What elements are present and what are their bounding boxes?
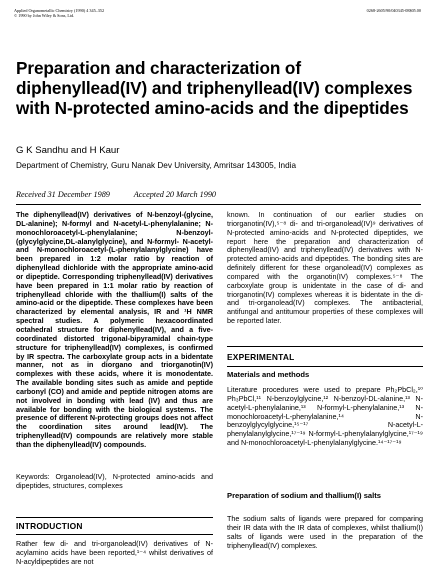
paper-title: Preparation and characterization of diphenyllead(IV) and triphenyllead(IV) complexes with N-protected amino-acids and the dipeptides [16,58,413,118]
affiliation: Department of Chemistry, Guru Nanak Dev University, Amritsar 143005, India [16,161,296,170]
experimental-rule-top [227,346,423,347]
header-rule [16,204,421,205]
abstract: The diphenyllead(IV) derivatives of N-benzoyl-(glycine, DL-alanine); N-formyl and N-acetyl-L-phenylalanine; N-monochloroacetyl-L-phenylalanine; N-benzoyl-(glycylglycine,DL-alanylglycine), and N-formyl- N-acetyl- and N-monochloroacetyl-(L-phenylalanylglycine) have been prepared in 1:2 molar ratio by reaction of diphenyllead dichloride with the appropriate amino-acid or dipeptide. Corresponding triphenyllead(IV) derivatives have been prepared in 1:1 molar ratio by reaction of triphenyllead chloride with the thallium(I) salts of the amino-acid or the dipeptide. These complexes have been characterized by elemental analysis, IR and ¹H NMR spectral studies. A polymeric hexacoordinated octahedral structure for diphenyllead(IV), and a five-coordinated distorted trigonal-bipyramidal chain-type structure for triphenyllead(IV) complexes, is confirmed by IR spectra. The carboxylate group acts in a bidentate manner, not as in diorgano and triorganotin(IV) complexes with these acids, where it is monodentate. The available bonding sites such as amide and peptide carbonyl (CO) and amide and peptide nitrogen atoms are not involved in bonding with lead (IV) and thus are available for bonding with the biological systems. The presence of different N-protecting groups does not affect the coordination sites around lead(IV). The triphenyllead(IV) compounds are relatively more stable than the diphenyllead(IV) compounds. [16,210,213,449]
authors: G K Sandhu and H Kaur [16,145,120,156]
accepted-date: Accepted 20 March 1990 [133,190,217,199]
article-code: 0268-2605/90/040345-08$05.00 [366,8,421,13]
copyright-line: © 1990 by John Wiley & Sons, Ltd. [14,13,75,19]
received-date: Received 31 December 1989 [16,190,110,199]
intro-continuation: known. In continuation of our earlier studies on triorganotin(IV),⁵⁻⁸ di- and tri-organolead(IV)⁹ derivatives of N-protected amino-acids and N-protected dipeptides, we report here the preparation and characterization of diphenyllead(IV) and triphenyllead(IV) derivatives with N-protected amino-acids and dipeptides. The bonding sites are definitely different for these organolead(IV) complexes as compared with the organotin(IV) complexes.⁵⁻⁸ The carboxylate group is unidentate in the case of di- and triorganotin(IV) complexes whereas it is bidentate in the di- and tri-organolead(IV) complexes. The antibacterial, antifungal and antitumour properties of these complexes will be reported later. [227,210,423,326]
intro-text: Rather few di- and tri-organolead(IV) derivatives of N-acylamino acids have been reported,¹⁻⁴ whilst derivatives of N-acyldipeptides are not [16,539,213,566]
journal-citation: Applied Organometallic Chemistry (1990) 4 345–352 [14,8,105,13]
materials-heading: Materials and methods [227,370,310,379]
dates [16,190,238,199]
intro-rule-bottom [16,534,213,535]
experimental-rule-bottom [227,366,423,367]
journal-header [14,8,104,18]
prep-text: The sodium salts of ligands were prepared for comparing their IR data with the IR data of complexes, whilst thallium(I) salts of ligands were used in the preparation of the triphenyllead(IV) complexes. [227,514,423,550]
materials-text: Literature procedures were used to prepare Ph₂PbCl₂,¹⁰ Ph₃PbCl,¹¹ N-benzoylglycine,¹² N-benzoyl-DL-alanine,¹³ N-acetyl-L-phenylalanine,¹³ N-formyl-L-phenylalanine,¹³ N-monochloroacetyl-L-phenylalanine,¹⁴ N-benzoylglycylglycine,¹⁵⁻¹⁷ N-acetyl-L-phenylalanylglycine,¹⁷⁻¹⁹ N-formyl-L-phenylalanylglycine,¹⁷⁻¹⁹ and N-monochloroacetyl-L-phenylalanylglycine.¹⁴⁻¹⁷⁻¹⁹ [227,385,423,448]
keywords: Keywords: Organolead(IV), N-protected amino-acids and dipeptides, structures, complexes [16,472,213,490]
experimental-heading: EXPERIMENTAL [227,352,295,362]
intro-heading: INTRODUCTION [16,521,83,531]
prep-heading: Preparation of sodium and thallium(I) salts [227,491,382,500]
intro-rule-top [16,517,213,518]
